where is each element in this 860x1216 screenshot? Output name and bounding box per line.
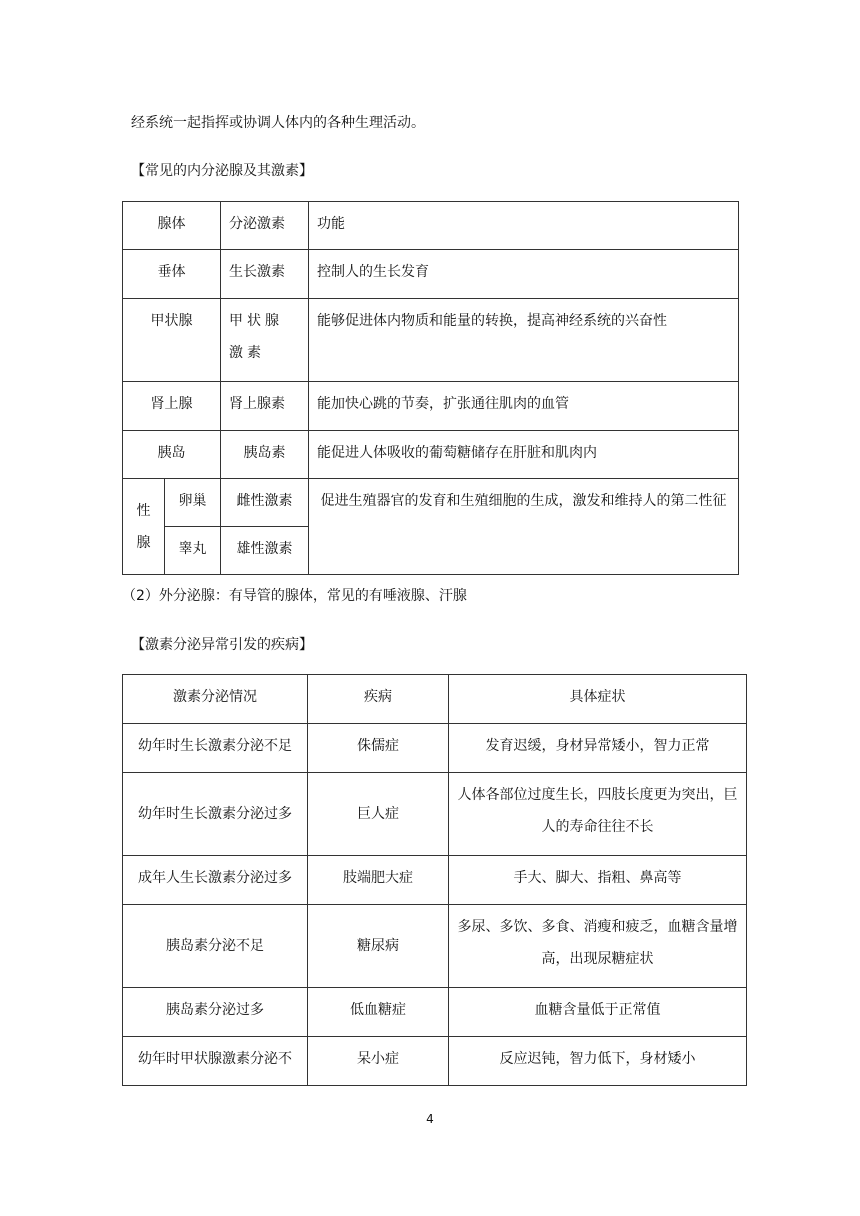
disease-cell: 呆小症	[308, 1037, 449, 1086]
table-row	[123, 856, 747, 905]
symptom-cell: 发育迟缓，身材异常矮小，智力正常	[449, 724, 747, 773]
hormone-cell: 雌性激素	[221, 479, 309, 527]
gland-cell: 垂体	[123, 250, 221, 299]
disease-cell: 低血糖症	[308, 988, 449, 1037]
function-cell: 控制人的生长发育	[309, 250, 739, 299]
sex-function-cell: 促进生殖器官的发育和生殖细胞的生成，激发和维持人的第二性征	[309, 479, 739, 575]
condition-cell: 胰岛素分泌过多	[123, 988, 308, 1037]
sex-gland-label: 性腺	[123, 479, 165, 575]
disease-cell: 肢端肥大症	[308, 856, 449, 905]
section-title-diseases: 【激素分泌异常引发的疾病】	[131, 637, 313, 653]
gland-hormone-table	[122, 201, 739, 575]
condition-cell: 成年人生长激素分泌过多	[123, 856, 308, 905]
condition-cell: 幼年时甲状腺激素分泌不	[123, 1037, 308, 1086]
table-header-row	[123, 675, 747, 724]
condition-cell: 幼年时生长激素分泌过多	[123, 773, 308, 856]
header-hormone: 分泌激素	[221, 202, 309, 250]
exocrine-line: （2）外分泌腺：有导管的腺体，常见的有唾液腺、汗腺	[122, 588, 467, 604]
symptom-cell: 反应迟钝，智力低下，身材矮小	[449, 1037, 747, 1086]
disease-cell: 巨人症	[308, 773, 449, 856]
function-cell: 能促进人体吸收的葡萄糖储存在肝脏和肌肉内	[309, 431, 739, 479]
symptom-cell: 血糖含量低于正常值	[449, 988, 747, 1037]
table-row	[123, 250, 739, 299]
table-header-row	[123, 202, 739, 250]
gland-cell: 胰岛	[123, 431, 221, 479]
gland-cell: 肾上腺	[123, 382, 221, 431]
organ-cell: 睾丸	[165, 527, 221, 575]
table-row	[123, 382, 739, 431]
condition-cell: 胰岛素分泌不足	[123, 905, 308, 988]
table-row	[123, 724, 747, 773]
header-function: 功能	[309, 202, 739, 250]
symptom-cell: 多尿、多饮、多食、消瘦和疲乏，血糖含量增高，出现尿糖症状	[449, 905, 747, 988]
hormone-cell: 雄性激素	[221, 527, 309, 575]
intro-line: 经系统一起指挥或协调人体内的各种生理活动。	[131, 115, 425, 131]
header-gland: 腺体	[123, 202, 221, 250]
hormone-disease-table	[122, 674, 747, 1086]
page-number: 4	[426, 1112, 434, 1126]
hormone-cell: 胰岛素	[221, 431, 309, 479]
symptom-cell: 手大、脚大、指粗、鼻高等	[449, 856, 747, 905]
table-row	[123, 479, 739, 527]
function-cell: 能够促进体内物质和能量的转换，提高神经系统的兴奋性	[309, 299, 739, 382]
gland-cell: 甲状腺	[123, 299, 221, 382]
header-disease: 疾病	[308, 675, 449, 724]
condition-cell: 幼年时生长激素分泌不足	[123, 724, 308, 773]
section-title-glands: 【常见的内分泌腺及其激素】	[131, 163, 313, 179]
hormone-cell: 生长激素	[221, 250, 309, 299]
organ-cell: 卵巢	[165, 479, 221, 527]
disease-cell: 侏儒症	[308, 724, 449, 773]
header-symptom: 具体症状	[449, 675, 747, 724]
table-row	[123, 1037, 747, 1086]
table-row	[123, 431, 739, 479]
symptom-cell: 人体各部位过度生长，四肢长度更为突出，巨人的寿命往往不长	[449, 773, 747, 856]
disease-cell: 糖尿病	[308, 905, 449, 988]
table-row	[123, 988, 747, 1037]
table-row	[123, 773, 747, 856]
table-row	[123, 299, 739, 382]
hormone-cell: 甲状腺激素	[221, 299, 309, 382]
function-cell: 能加快心跳的节奏，扩张通往肌肉的血管	[309, 382, 739, 431]
table-row	[123, 905, 747, 988]
header-condition: 激素分泌情况	[123, 675, 308, 724]
hormone-cell: 肾上腺素	[221, 382, 309, 431]
